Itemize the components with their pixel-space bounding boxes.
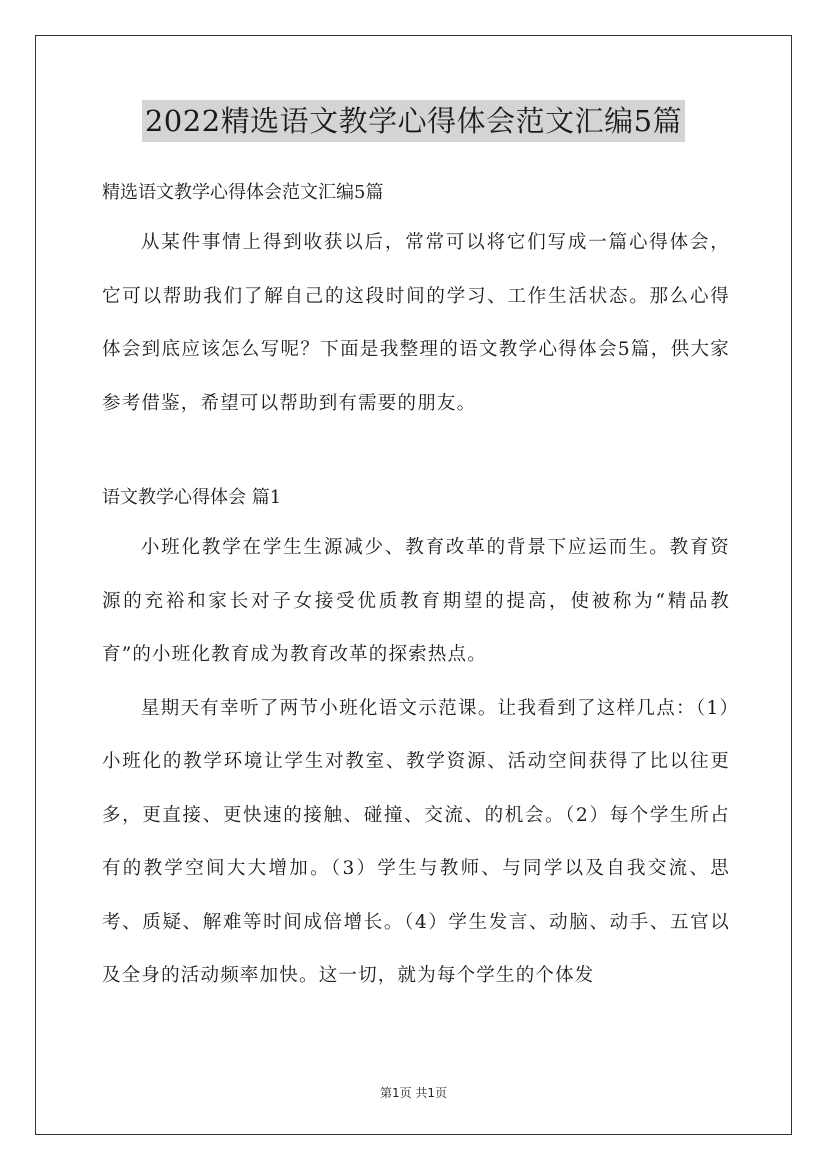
document-body [102, 170, 730, 1003]
document-subtitle: 精选语文教学心得体会范文汇编5篇 [102, 182, 384, 203]
page-number: 第1页 共1页 [379, 1086, 448, 1100]
intro-paragraph: 从某件事情上得到收获以后，常常可以将它们写成一篇心得体会，它可以帮助我们了解自己的这段时间的学习、工作生活状态。那么心得体会到底应该怎么写呢？下面是我整理的语文教学心得体会5篇，供大家参考借鉴，希望可以帮助到有需要的朋友。 [102, 232, 730, 414]
section-heading: 语文教学心得体会 篇1 [102, 487, 282, 508]
document-title [0, 100, 827, 142]
body-paragraph-1: 小班化教学在学生生源减少、教育改革的背景下应运而生。教育资源的充裕和家长对子女接受优质教育期望的提高，使被称为“精品教育”的小班化教育成为教育改革的探索热点。 [102, 537, 730, 665]
document-title-text: 2022精选语文教学心得体会范文汇编5篇 [142, 100, 685, 142]
body-paragraph-2: 星期天有幸听了两节小班化语文示范课。让我看到了这样几点：（1）小班化的教学环境让学生对教室、教学资源、活动空间获得了比以往更多，更直接、更快速的接触、碰撞、交流、的机会。（2）每个学生所占有的教学空间大大增加。（3）学生与教师、与同学以及自我交流、思考、质疑、解难等时间成倍增长。（4）学生发言、动脑、动手、五官以及全身的活动频率加快。这一切，就为每个学生的个体发 [102, 697, 730, 986]
page-footer [0, 1085, 827, 1101]
